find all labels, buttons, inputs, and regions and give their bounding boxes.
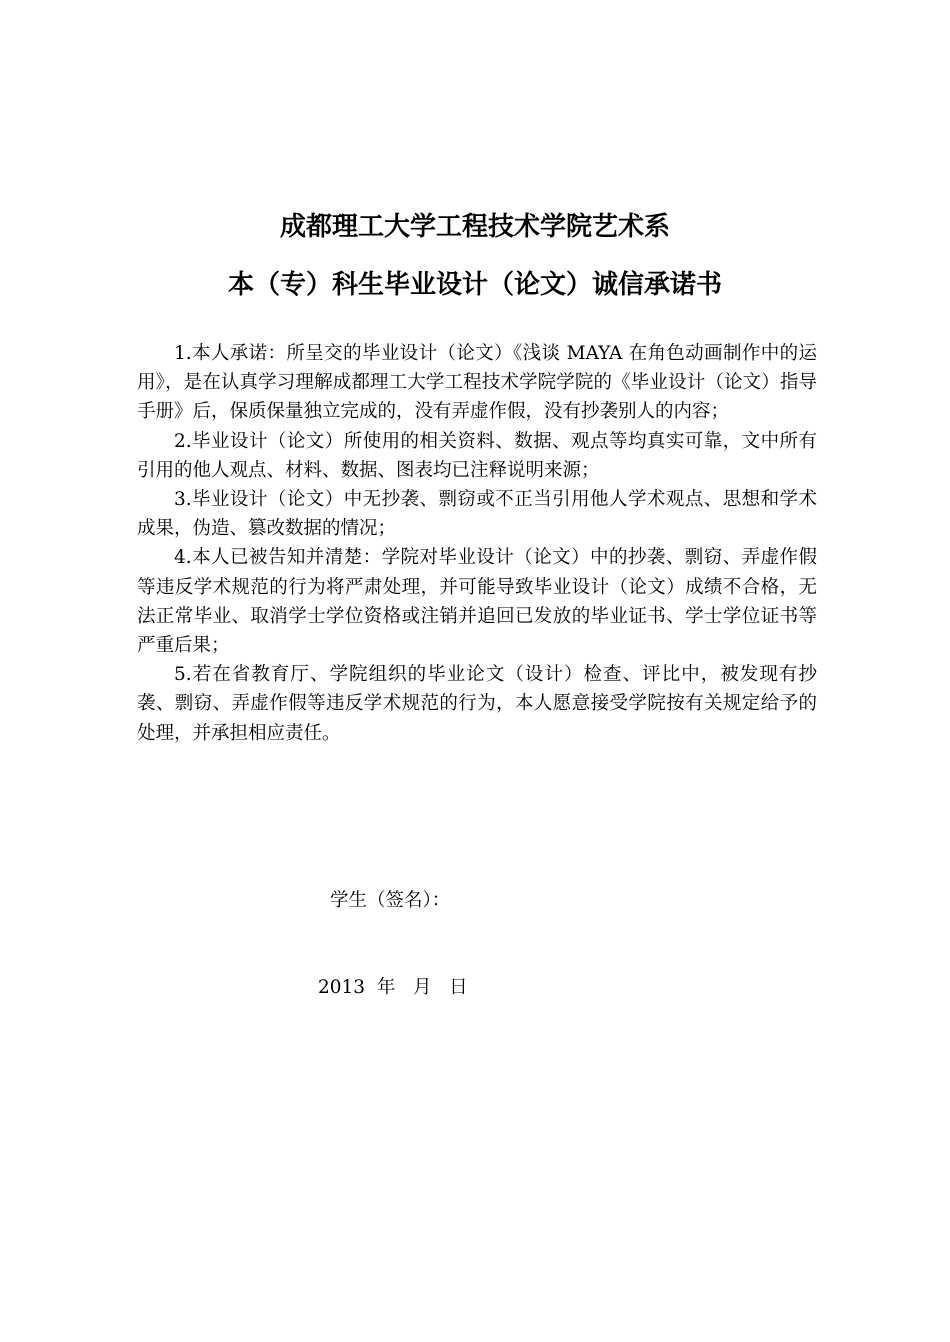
pledge-title: 本（专）科生毕业设计（论文）诚信承诺书 <box>227 270 722 300</box>
student-signature-label: 学生（签名）： <box>330 890 451 911</box>
pledge-paragraph-4: 4.本人已被告知并清楚：学院对毕业设计（论文）中的抄袭、剽窃、弄虚作假等违反学术规范的行为将严肃处理，并可能导致毕业设计（论文）成绩不合格，无法正常毕业、取消学士学位资格或注销并追回已发放的毕业证书、学士学位证书等严重后果； <box>137 547 817 657</box>
pledge-body <box>137 339 817 748</box>
pledge-paragraph-1: 1.本人承诺：所呈交的毕业设计（论文）《浅谈 MAYA 在角色动画制作中的运用》，是在认真学习理解成都理工大学工程技术学院学院的《毕业设计（论文）指导手册》后，保质保量独立完成的，没有弄虚作假，没有抄袭别人的内容； <box>137 343 817 423</box>
signature-block <box>318 828 468 1060</box>
signature-date: 2013 年 月 日 <box>318 977 468 998</box>
pledge-paragraph-5: 5.若在省教育厅、学院组织的毕业论文（设计）检查、评比中，被发现有抄袭、剽窃、弄虚作假等违反学术规范的行为，本人愿意接受学院按有关规定给予的处理，并承担相应责任。 <box>137 664 817 744</box>
pledge-paragraph-2: 2.毕业设计（论文）所使用的相关资料、数据、观点等均真实可靠，文中所有引用的他人观点、材料、数据、图表均已注释说明来源； <box>137 430 817 481</box>
institution-title: 成都理工大学工程技术学院艺术系 <box>279 212 670 242</box>
pledge-paragraph-3: 3.毕业设计（论文）中无抄袭、剽窃或不正当引用他人学术观点、思想和学术成果，伪造、篡改数据的情况； <box>137 489 817 540</box>
